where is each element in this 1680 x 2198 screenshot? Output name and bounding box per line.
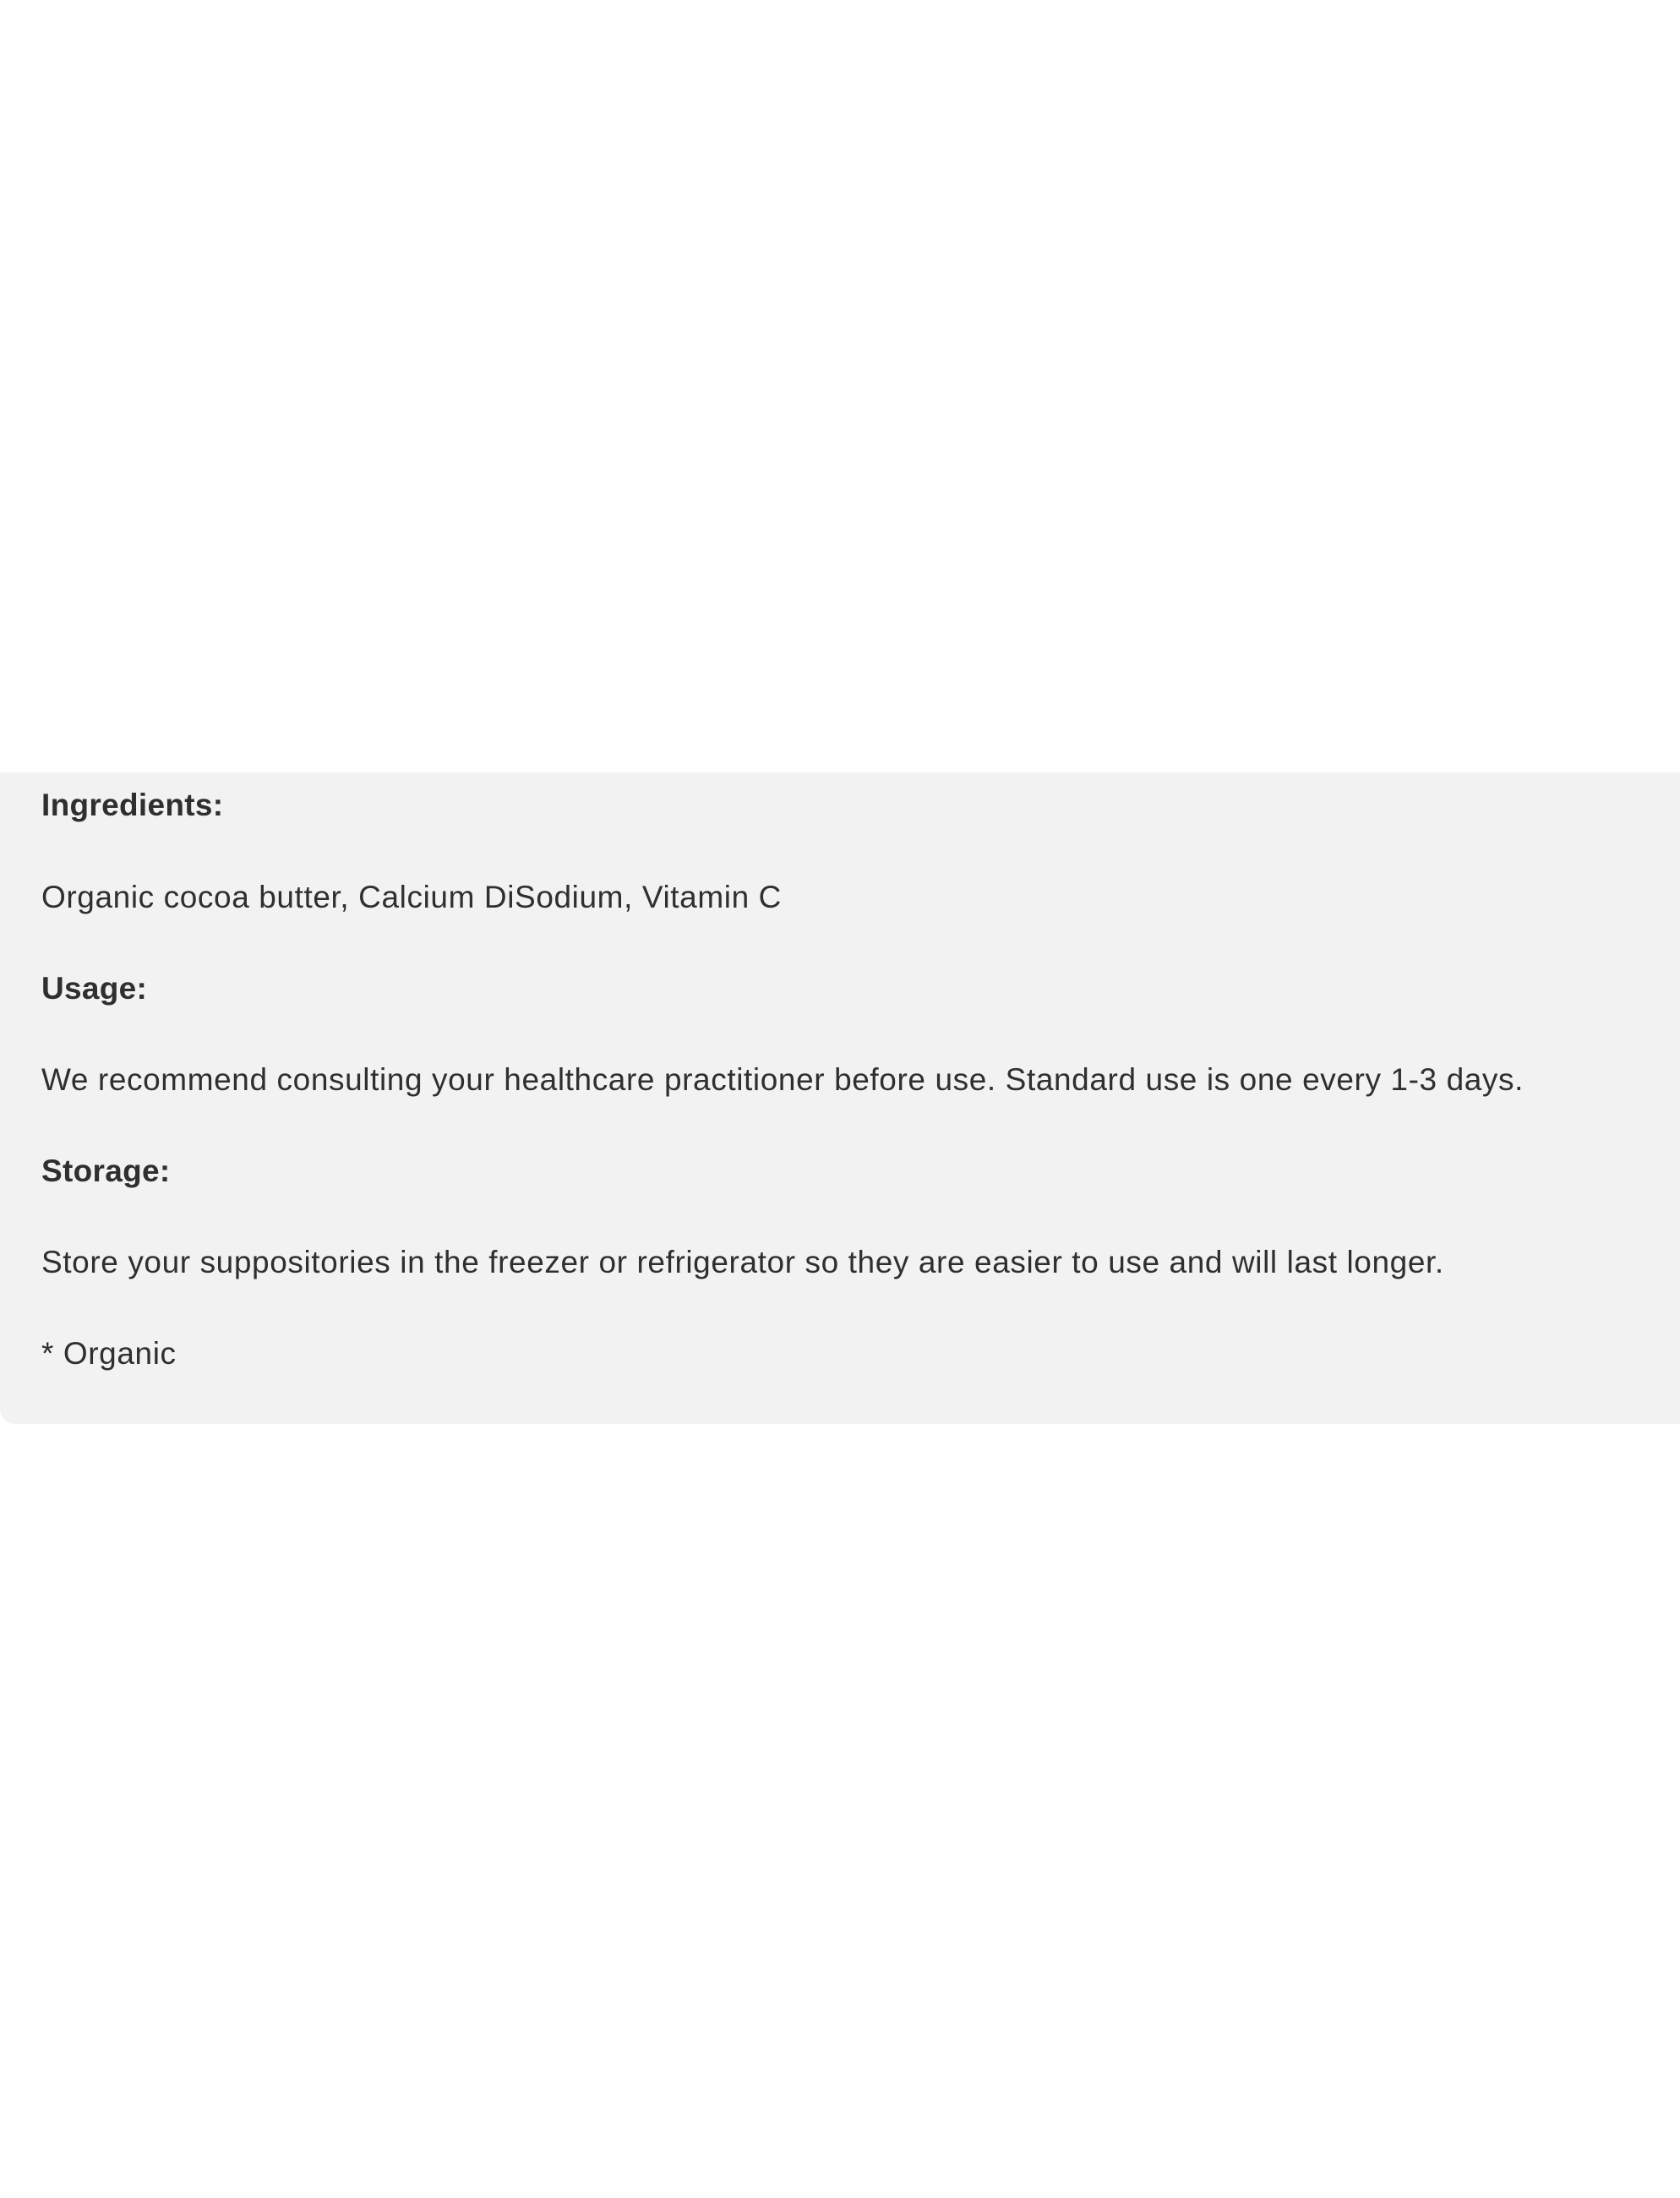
- ingredients-text: Organic cocoa butter, Calcium DiSodium, Vitamin C: [41, 880, 782, 914]
- product-info-panel: [0, 772, 1680, 1424]
- usage-heading: Usage:: [41, 971, 148, 1006]
- organic-footnote: * Organic: [41, 1336, 177, 1371]
- storage-heading: Storage:: [41, 1154, 171, 1188]
- usage-text: We recommend consulting your healthcare practitioner before use. Standard use is one every 1-3 days.: [41, 1062, 1525, 1097]
- storage-text: Store your suppositories in the freezer or refrigerator so they are easier to use and will last longer.: [41, 1245, 1444, 1279]
- ingredients-heading: Ingredients:: [41, 788, 224, 822]
